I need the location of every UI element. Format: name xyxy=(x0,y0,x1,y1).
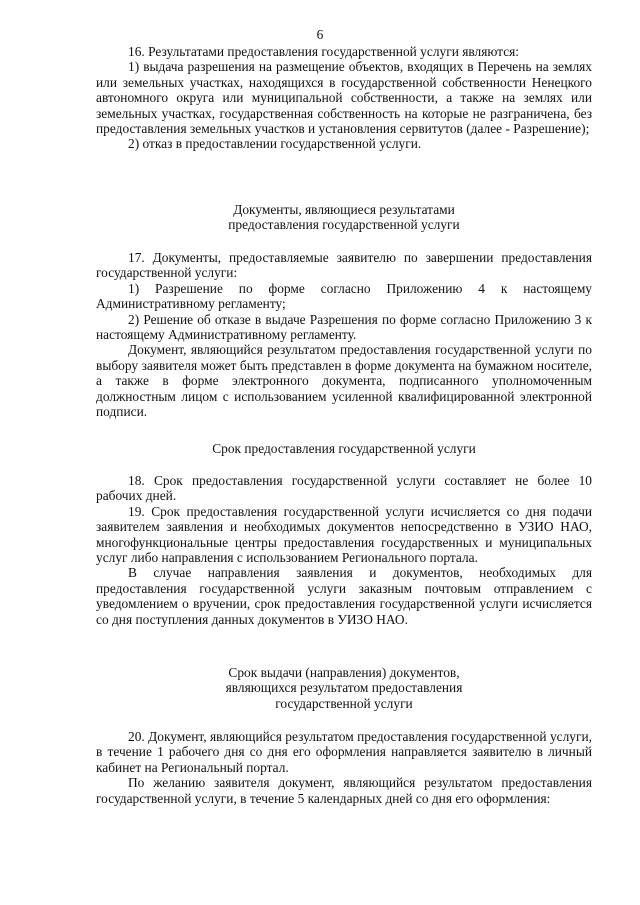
paragraph-16-item-1: 1) выдача разрешения на размещение объектов, входящих в Перечень на землях или земельных участках, находящихся в государственной собственности Ненецкого автономного округа или муниципальной собственности, а также на землях или земельных участках, государственная собственность на которые не разграничена, без предоставления земельных участков и установления сервитутов (далее - Разрешение); xyxy=(96,59,592,137)
section-20 xyxy=(96,729,592,806)
heading-line: являющихся результатом предоставления xyxy=(225,680,463,696)
paragraph-16: 16. Результатами предоставления государственной услуги являются: xyxy=(128,44,520,59)
paragraph-19-mail: В случае направления заявления и документов, необходимых для предоставления государственной услуги заказным почтовым отправлением с уведомлением о вручении, срок предоставления государственной услуги исчисляется со дня поступления данных документов в УИЗО НАО. xyxy=(96,565,592,627)
section-18-19 xyxy=(96,473,592,627)
paragraph-19: 19. Срок предоставления государственной услуги исчисляется со дня подачи заявителем заявления и необходимых документов непосредственно в УЗИО НАО, многофункциональные центры предоставления государственных и муниципальных услуг либо направления с использованием Регионального портала. xyxy=(96,503,592,566)
section-16 xyxy=(96,44,592,152)
paragraph-17-item-1: 1) Разрешение по форме согласно Приложению 4 к настоящему Административному регламенту; xyxy=(96,280,592,312)
heading-line: Документы, являющиеся результатами xyxy=(233,202,455,217)
paragraph-17-note: Документ, являющийся результатом предоставления государственной услуги по выбору заявителя может быть представлен в форме документа на бумажном носителе, а также в форме электронного документа, подписанного уполномоченным должностным лицом с использованием усиленной квалифицированной электронной подписи. xyxy=(96,342,592,420)
page-number: 6 xyxy=(316,27,324,42)
heading-service-term xyxy=(96,441,592,456)
paragraph-17: 17. Документы, предоставляемые заявителю по завершении предоставления государственной услуги: xyxy=(96,250,592,281)
paragraph-20: 20. Документ, являющийся результатом предоставления государственной услуги, в течение 1 рабочего дня со дня его оформления направляется заявителю в личный кабинет на Региональный портал. xyxy=(96,729,592,775)
heading-line: Срок выдачи (направления) документов, xyxy=(228,665,460,680)
section-17 xyxy=(96,250,592,419)
heading-issue-term xyxy=(96,665,592,711)
paragraph-17-item-2: 2) Решение об отказе в выдаче Разрешения по форме согласно Приложению 3 к настоящему Административному регламенту. xyxy=(96,311,592,343)
paragraph-18: 18. Срок предоставления государственной услуги составляет не более 10 рабочих дней. xyxy=(96,473,592,504)
heading-line: предоставления государственной услуги xyxy=(228,217,460,233)
heading-results-documents xyxy=(96,202,592,233)
paragraph-16-item-2: 2) отказ в предоставлении государственной услуги. xyxy=(128,136,422,152)
heading-line: Срок предоставления государственной услуги xyxy=(212,441,476,456)
paragraph-20-request: По желанию заявителя документ, являющийся результатом предоставления государственной услуги, в течение 5 календарных дней со дня его оформления: xyxy=(96,775,592,806)
heading-line: государственной услуги xyxy=(275,695,413,711)
